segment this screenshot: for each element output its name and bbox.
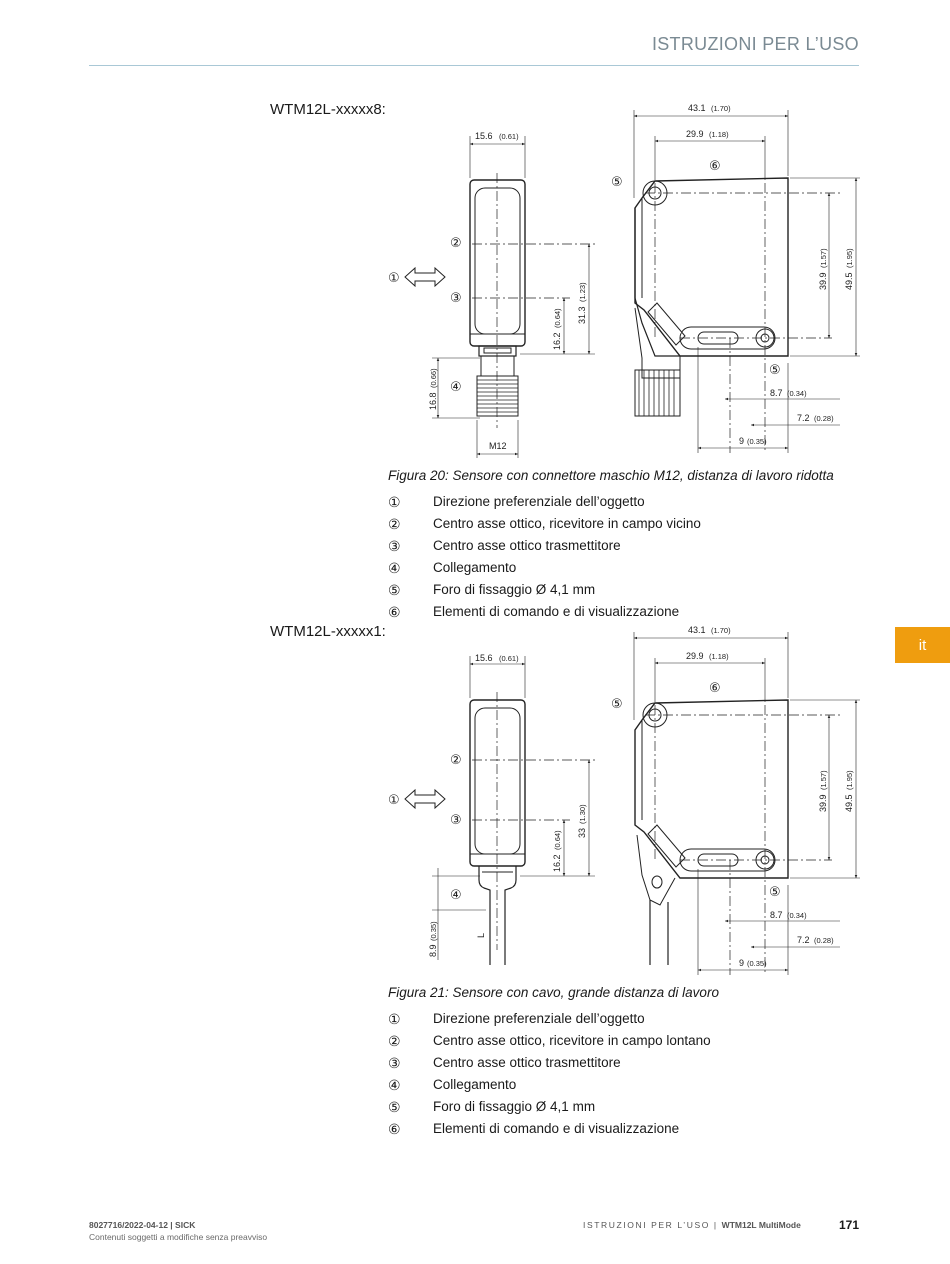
dim-connector-height-in: (0.35) [429, 921, 438, 941]
callout-3: ③ [450, 813, 462, 828]
dim-axis2-height-in: (0.64) [553, 830, 562, 850]
callout-2: ② [450, 753, 462, 768]
legend-item: ③ Centro asse ottico trasmettitore [388, 1055, 621, 1071]
footer-doc-id: 8027716/2022-04-12 | SICK [89, 1220, 196, 1230]
legend-item: ⑤ Foro di fissaggio Ø 4,1 mm [388, 582, 596, 598]
legend-item: ⑥ Elementi di comando e di visualizzazione [388, 1121, 680, 1137]
dim-d3: 9 [739, 436, 745, 446]
model-label-2: WTM12L-xxxxx1: [270, 623, 386, 640]
figure-caption-20: Figura 20: Sensore con connettore maschio M12, distanza di lavoro ridotta [388, 468, 834, 483]
footer-notice: Contenuti soggetti a modifiche senza preavviso [89, 1232, 268, 1242]
dim-cable-label: L [476, 932, 486, 938]
legend-item: ② Centro asse ottico, ricevitore in campo vicino [388, 516, 701, 532]
dim-inner-height-in: (1.57) [819, 770, 828, 790]
footer-section [583, 1220, 801, 1230]
callout-1: ① [388, 793, 400, 808]
page-number: 171 [838, 1218, 859, 1232]
dim-axis-height: 31.3 [577, 306, 587, 324]
language-tab[interactable]: it [895, 627, 950, 663]
header-rule [89, 65, 859, 66]
dim-inner-height-in: (1.57) [819, 248, 828, 268]
dim-connector-height-in: (0.66) [429, 368, 438, 388]
dim-total-width-in: (1.70) [711, 626, 731, 635]
callout-3: ③ [450, 291, 462, 306]
dim-d3-in: (0.35) [747, 437, 767, 446]
dim-d2-in: (0.28) [814, 414, 834, 423]
dim-axis2-height: 16.2 [552, 332, 562, 350]
footer-section-label: ISTRUZIONI PER L’USO | [583, 1220, 718, 1230]
dim-d3: 9 [739, 958, 745, 968]
dim-d1: 8.7 [770, 910, 783, 920]
dim-inner-width: 29.9 [686, 651, 704, 661]
legend-item: ① Direzione preferenziale dell’oggetto [388, 494, 645, 510]
dim-connector-height: 8.9 [428, 944, 438, 957]
legend-item: ⑤ Foro di fissaggio Ø 4,1 mm [388, 1099, 596, 1115]
legend-item: ④ Collegamento [388, 560, 517, 576]
dim-d1-in: (0.34) [787, 911, 807, 920]
legend-item: ① Direzione preferenziale dell’oggetto [388, 1011, 645, 1027]
callout-4: ④ [450, 380, 462, 395]
callout-2: ② [450, 236, 462, 251]
callout-5b: ⑤ [769, 363, 781, 378]
legend-list-1 [388, 491, 701, 623]
dimension-drawing-1 [380, 98, 870, 463]
dim-d1-in: (0.34) [787, 389, 807, 398]
dim-total-width: 43.1 [688, 103, 706, 113]
header-title: ISTRUZIONI PER L’USO [651, 34, 859, 54]
dim-inner-width-in: (1.18) [709, 652, 729, 661]
dim-connector-label: M12 [489, 441, 507, 451]
dim-total-height-in: (1.95) [845, 248, 854, 268]
callout-5b: ⑤ [769, 885, 781, 900]
legend-item: ② Centro asse ottico, ricevitore in campo lontano [388, 1033, 711, 1049]
dim-front-width: 15.6 [475, 653, 493, 663]
callout-5a: ⑤ [611, 175, 623, 190]
dim-axis-height: 33 [577, 827, 587, 838]
callout-6: ⑥ [709, 159, 721, 174]
callout-1: ① [388, 271, 400, 286]
callout-4: ④ [450, 888, 462, 903]
model-label-1: WTM12L-xxxxx8: [270, 101, 386, 118]
callout-6: ⑥ [709, 681, 721, 696]
dim-inner-width: 29.9 [686, 129, 704, 139]
dim-d2-in: (0.28) [814, 936, 834, 945]
dim-front-width-in: (0.61) [499, 132, 519, 141]
dim-front-width: 15.6 [475, 131, 493, 141]
dim-d2: 7.2 [797, 413, 810, 423]
dim-total-height: 49.5 [844, 272, 854, 290]
dim-axis-height-in: (1.23) [578, 282, 587, 302]
legend-item: ⑥ Elementi di comando e di visualizzazione [388, 604, 680, 620]
legend-list-2 [388, 1008, 711, 1140]
dim-connector-height: 16.8 [428, 392, 438, 410]
dim-d3-in: (0.35) [747, 959, 767, 968]
dim-inner-height: 39.9 [818, 794, 828, 812]
dim-d1: 8.7 [770, 388, 783, 398]
legend-item: ④ Collegamento [388, 1077, 517, 1093]
figure-caption-21: Figura 21: Sensore con cavo, grande distanza di lavoro [388, 985, 719, 1000]
dim-total-width: 43.1 [688, 625, 706, 635]
dim-axis2-height-in: (0.64) [553, 308, 562, 328]
footer-left [89, 1219, 267, 1243]
dim-front-width-in: (0.61) [499, 654, 519, 663]
dim-inner-width-in: (1.18) [709, 130, 729, 139]
dim-total-height-in: (1.95) [845, 770, 854, 790]
dim-axis2-height: 16.2 [552, 854, 562, 872]
legend-item: ③ Centro asse ottico trasmettitore [388, 538, 621, 554]
footer-product: WTM12L MultiMode [721, 1220, 801, 1230]
callout-5a: ⑤ [611, 697, 623, 712]
dimension-drawing-2 [380, 620, 870, 980]
dim-d2: 7.2 [797, 935, 810, 945]
dim-axis-height-in: (1.30) [578, 804, 587, 824]
dim-total-width-in: (1.70) [711, 104, 731, 113]
dim-total-height: 49.5 [844, 794, 854, 812]
dim-inner-height: 39.9 [818, 272, 828, 290]
